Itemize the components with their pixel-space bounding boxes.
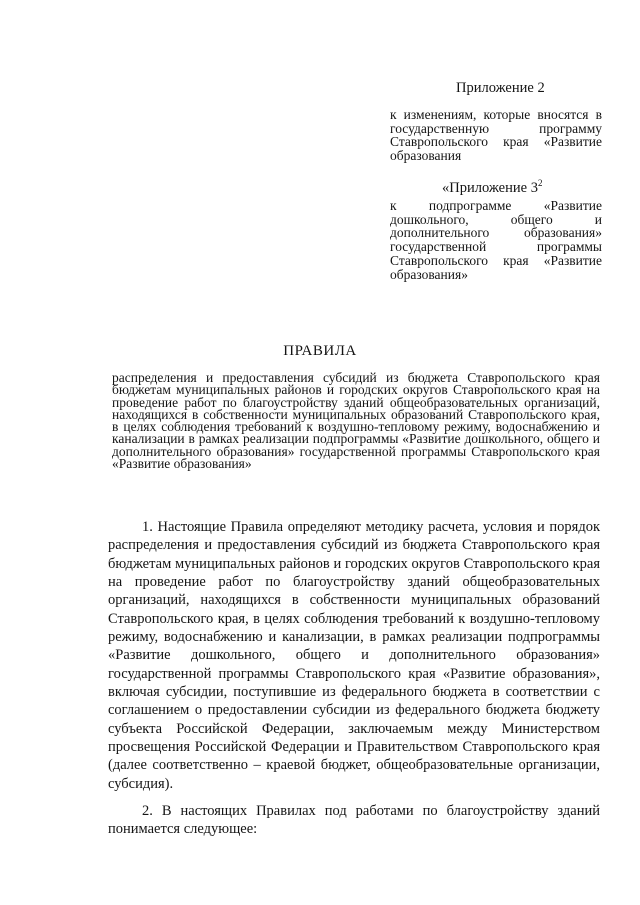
document-title: ПРАВИЛА [283, 343, 357, 359]
paragraph-2: 2. В настоящих Правилах под работами по благоустройству зданий понимается следующее: [108, 803, 600, 838]
paragraph-1: 1. Настоящие Правила определяют методику расчета, условия и порядок распределения и предоставления субсидий из бюджета Ставропольского края бюджетам муниципальных районов и городских округов Ставропольского края на проведение работ по благоустройству зданий общеобразовательных организаций, находящихся в собственности муниципальных образований Ставропольского края, в целях соблюдения требований к воздушно-тепловому режиму, водоснабжению и канализации, в рамках реализации подпрограммы «Развитие дошкольного, общего и дополнительного образования» государственной программы Ставропольского края «Развитие образования», включая субсидии, поступившие из федерального бюджета в соответствии с соглашением о предоставлении субсидии из федерального бюджета бюджету субъекта Российской Федерации, заключаемым между Министерством просвещения Российской Федерации и Правительством Ставропольского края (далее соответственно – краевой бюджет, общеобразовательные организации, субсидия). [108, 519, 600, 792]
document-subtitle: распределения и предоставления субсидий из бюджета Ставропольского края бюджетам муниципальных районов и городских округов Ставропольского края на проведение работ по благоустройству зданий общеобразовательных организаций, находящихся в собственности муниципальных образований Ставропольского края, в целях соблюдения требований к воздушно-тепловому режиму, водоснабжению и канализации в рамках реализации подпрограммы «Развитие дошкольного, общего и дополнительного образования» государственной программы Ставропольского края «Развитие образования» [112, 370, 600, 472]
sub-appendix-title-text: «Приложение 3 [442, 179, 538, 196]
appendix-title: Приложение 2 [456, 80, 545, 96]
sub-appendix-title-superscript: 2 [537, 178, 543, 188]
appendix-description: к изменениям, которые вносятся в государственную программу Ставропольского края «Развитие образования [390, 107, 602, 163]
sub-appendix-description: к подпрограмме «Развитие дошкольного, общего и дополнительного образования» государственной программы Ставропольского края «Развитие образования» [390, 198, 602, 282]
sub-appendix-title [442, 174, 542, 197]
